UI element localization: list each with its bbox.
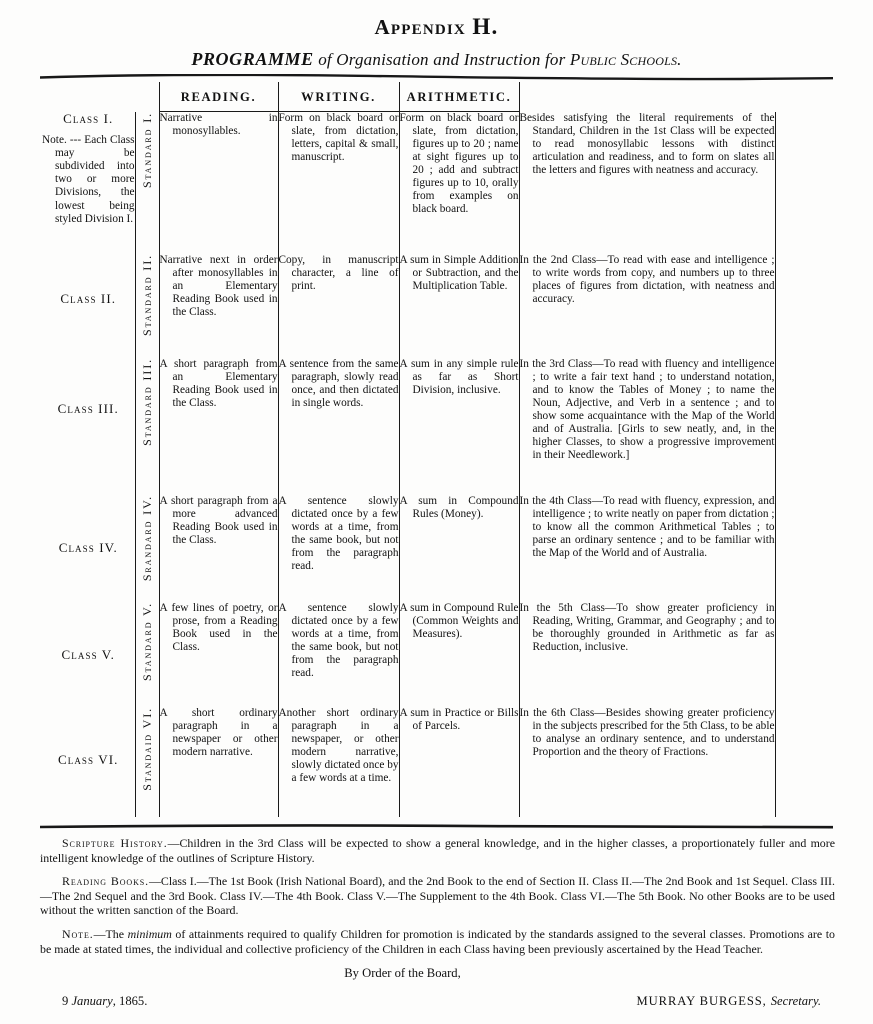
reading-text: A short paragraph from a more advanced Reading Book used in the Class. <box>159 494 278 546</box>
standard-cell <box>135 112 159 254</box>
table-row <box>42 112 775 254</box>
remarks-text: In the 5th Class—To show greater proficiency in Reading, Writing, Grammar, and Geography ; and to be thoroughly grounded in Arithmetic as far as Reduction, inclusive. <box>519 601 775 653</box>
column-header-reading: READING. <box>159 82 278 112</box>
standard-cell <box>135 495 159 602</box>
remarks-cell <box>519 358 775 495</box>
document-date <box>40 994 147 1009</box>
standard-label: Standard V. <box>139 601 154 681</box>
note-lead-general: Note. <box>62 926 94 941</box>
remarks-cell <box>519 254 775 358</box>
arithmetic-cell <box>399 707 519 817</box>
programme-table <box>42 82 776 817</box>
note-body-general-italic: minimum <box>127 926 172 941</box>
writing-text: Another short ordinary paragraph in a newspaper, or other modern narrative, slowly dictated once by a few words at a time. <box>278 706 399 784</box>
reading-text: A short paragraph from an Elementary Reading Book used in the Class. <box>159 357 278 409</box>
reading-text: Narrative in monosyllables. <box>159 112 278 137</box>
class-cell <box>42 112 135 254</box>
arithmetic-cell <box>399 254 519 358</box>
reading-cell <box>159 358 278 495</box>
date-month: January <box>71 994 113 1008</box>
programme-tail: Public Schools. <box>569 50 682 69</box>
reading-cell <box>159 254 278 358</box>
programme-table-wrap <box>42 82 775 817</box>
class-note: Note. --- Each Class may be subdivided into two or more Divisions, the lowest being styled Division I. <box>42 133 135 225</box>
remarks-text: Besides satisfying the literal requirements of the Standard, Children in the 1st Class will be expected to read monosyllabic lessons with distinct articulation and readiness, and to form on slates all the letters and figures with neatness and accuracy. <box>519 111 775 176</box>
standard-label: Standard I. <box>139 111 154 188</box>
reading-cell <box>159 707 278 817</box>
writing-text: A sentence from the same paragraph, slowly read once, and then dictated in single words. <box>278 357 399 409</box>
title-block <box>0 0 873 70</box>
programme-lead: PROGRAMME <box>191 49 314 69</box>
standard-label: Standard II. <box>139 253 154 336</box>
class-cell <box>42 358 135 495</box>
arithmetic-cell <box>399 602 519 707</box>
page-title <box>0 14 873 40</box>
table-row <box>42 358 775 495</box>
column-header-standard <box>135 82 159 112</box>
signature-block <box>40 966 835 1009</box>
remarks-cell <box>519 495 775 602</box>
standard-cell <box>135 707 159 817</box>
reading-cell <box>159 602 278 707</box>
programme-subtitle <box>0 49 873 70</box>
arithmetic-text: Form on black board or slate, from dictation, figures up to 20 ; name at sight figures up to 20 ; add and subtract figures up to 10, orally from examples on black board. <box>399 112 519 215</box>
remarks-cell <box>519 112 775 254</box>
arithmetic-text: A sum in Simple Addition or Subtraction, and the Multiplication Table. <box>399 253 519 292</box>
remarks-cell <box>519 707 775 817</box>
class-label: Class I. <box>63 110 114 126</box>
remarks-text: In the 6th Class—Besides showing greater proficiency in the subjects prescribed for the 5th Class, to be able to analyse an ordinary sentence, and to understand Proportion and the theory of Fractions. <box>519 706 775 758</box>
date-day: 9 <box>62 994 72 1008</box>
date-year: , 1865. <box>112 994 148 1008</box>
note-reading-books <box>40 874 835 918</box>
class-cell <box>42 707 135 817</box>
appendix-title-prefix: Appendix <box>374 15 466 39</box>
class-cell <box>42 602 135 707</box>
remarks-cell <box>519 602 775 707</box>
writing-text: Copy, in manuscript character, a line of print. <box>278 253 399 292</box>
writing-cell <box>278 707 399 817</box>
arithmetic-cell <box>399 495 519 602</box>
secretary-title: Secretary. <box>770 994 821 1008</box>
writing-text: A sentence slowly dictated once by a few words at a time, from the same book, but not from the paragraph read. <box>278 601 399 679</box>
remarks-text: In the 3rd Class—To read with fluency and intelligence ; to write a fair text hand ; to understand notation, and to know the Tables of Money ; to name the Noun, Adjective, and Verb in a sentence ; and to show some acquaintance with the Map of the World and of Australia. [Girls to sew neatly, and, in the higher Classes, to show a progressive improvement in their Needlework.] <box>519 357 775 461</box>
secretary-signature <box>637 994 835 1009</box>
note-scripture-history <box>40 836 835 865</box>
writing-cell <box>278 358 399 495</box>
reading-text: A few lines of poetry, or prose, from a Reading Book used in the Class. <box>159 601 278 653</box>
writing-cell <box>278 602 399 707</box>
reading-text: A short ordinary paragraph in a newspaper or other modern narrative. <box>159 706 278 758</box>
table-row <box>42 602 775 707</box>
by-order-line: By Order of the Board, <box>344 966 461 980</box>
writing-text: Form on black board or slate, from dictation, letters, capital & small, manuscript. <box>278 112 399 163</box>
footer-notes <box>40 836 835 956</box>
signature-row <box>40 994 835 1009</box>
writing-cell <box>278 112 399 254</box>
top-horizontal-rule <box>40 74 833 82</box>
class-label: Class IV. <box>58 539 118 555</box>
class-label: Class III. <box>57 400 119 416</box>
appendix-title-letter: H. <box>472 14 499 39</box>
standard-cell <box>135 358 159 495</box>
note-body-general-pre: —The <box>93 926 128 941</box>
bottom-horizontal-rule <box>40 824 833 830</box>
table-header-row <box>42 82 775 112</box>
note-body-scripture: —Children in the 3rd Class will be expected to show a general knowledge, and in the higher classes, a proportionately fuller and more intelligent knowledge of the outlines of Scripture History. <box>40 836 835 865</box>
arithmetic-text: A sum in Compound Rules (Money). <box>399 494 519 520</box>
secretary-name: MURRAY BURGESS, <box>636 994 771 1008</box>
arithmetic-text: A sum in Compound Rule (Common Weights and Measures). <box>399 601 519 640</box>
standard-label: Srandard IV. <box>139 494 154 581</box>
standard-label: Standaid VI. <box>139 706 154 791</box>
class-label: Class VI. <box>57 751 119 767</box>
column-header-arithmetic: ARITHMETIC. <box>399 82 519 112</box>
writing-text: A sentence slowly dictated once by a few words at a time, from the same book, but not from the paragraph read. <box>278 494 399 572</box>
table-row <box>42 254 775 358</box>
arithmetic-cell <box>399 358 519 495</box>
column-header-class <box>42 82 135 112</box>
arithmetic-cell <box>399 112 519 254</box>
reading-text: Narrative next in order after monosyllables in an Elementary Reading Book used in the Class. <box>159 253 278 318</box>
class-label: Class V. <box>61 646 115 662</box>
class-cell <box>42 495 135 602</box>
table-row <box>42 495 775 602</box>
note-body-reading-books: —Class I.—The 1st Book (Irish National Board), and the 2nd Book to the end of Section II. Class II.—The 2nd Book and 1st Sequel. Class III.—The 2nd Sequel and the 3rd Book. Class IV.—The 4th Book. Class V.—The Supplement to the 4th Book. Class VI.—The 5th Book. No other Books are to be used without the written sanction of the Board. <box>40 874 835 918</box>
note-lead-scripture: Scripture History. <box>62 836 168 850</box>
note-lead-reading-books: Reading Books. <box>62 874 150 889</box>
writing-cell <box>278 495 399 602</box>
reading-cell <box>159 112 278 254</box>
arithmetic-text: A sum in any simple rule as far as Short Division, inclusive. <box>399 357 519 396</box>
column-header-writing: WRITING. <box>278 82 399 112</box>
remarks-text: In the 4th Class—To read with fluency, expression, and intelligence ; to write neatly on paper from dictation ; to know all the common Arithmetical Tables ; to parse an ordinary sentence ; and to be familiar with the Map of the World and of Australia. <box>519 494 775 559</box>
note-body-general-post: of attainments required to qualify Children for promotion is indicated by the standards assigned to the several classes. Promotions are to be made at stated times, the individual and collective proficiency of the Children in each Class having been previously ascertained by the Head Teacher. <box>40 926 835 956</box>
arithmetic-text: A sum in Practice or Bills of Parcels. <box>399 706 519 732</box>
note-general <box>40 927 835 956</box>
class-label: Class II. <box>60 290 117 306</box>
standard-cell <box>135 254 159 358</box>
writing-cell <box>278 254 399 358</box>
remarks-text: In the 2nd Class—To read with ease and intelligence ; to write words from copy, and numbers up to three places of figures from dictation, with neatness and accuracy. <box>519 253 775 305</box>
standard-label: Standard III. <box>139 357 154 446</box>
column-header-remarks <box>519 82 775 112</box>
table-row <box>42 707 775 817</box>
reading-cell <box>159 495 278 602</box>
class-cell <box>42 254 135 358</box>
programme-mid: of Organisation and Instruction for <box>313 50 570 69</box>
standard-cell <box>135 602 159 707</box>
